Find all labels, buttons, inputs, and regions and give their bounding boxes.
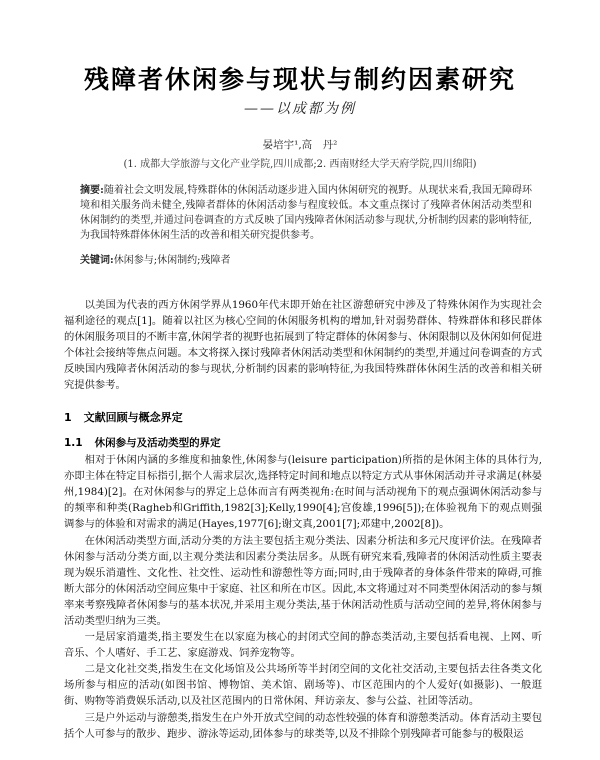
paper-title: 残障者休闲参与现状与制约因素研究 [83, 65, 516, 94]
keywords-text: 休闲参与;休闲制约;残障者 [113, 255, 231, 266]
body-paragraph: 二是文化社交类,指发生在文化场馆及公共场所等半封闭空间的文化社交活动,主要包括去往各类文化场所参与相应的活动(如图书馆、博物馆、美术馆、剧场等)、市区范围内的个人爱好(如摄影)、一般逛街、购物等消费娱乐活动,以及社区范围内的日常休闲、拜访亲友、参与公益、社团等活动。 [64, 663, 542, 707]
subsection-heading-1-1 [64, 435, 221, 450]
section-number: 1 [64, 411, 72, 424]
abstract [80, 183, 532, 243]
affiliation-line: (1. 成都大学旅游与文化产业学院,四川成都;2. 西南财经大学天府学院,四川绵阳) [123, 159, 477, 170]
section-title: 文献回顾与概念界定 [83, 411, 183, 424]
intro-paragraph: 以美国为代表的西方休闲学界从1960年代末即开始在社区游憩研究中涉及了特殊休闲作为实现社会福利途径的观点[1]。随着以社区为核心空间的休闲服务机构的增加,针对弱势群体、特殊群体和移民群体的休闲服务项目的不断丰富,休闲学者的视野也拓展到了特定群体的休闲参与、休闲限制以及休闲如何促进个体社会接纳等焦点问题。本文将探入探讨残障者休闲活动类型和休闲制约的类型,并通过问卷调查的方式反映国内残障者休闲活动的参与现状,分析制约因素的影响特征,为我国特殊群体休闲生活的改善和相关研究提供参考。 [64, 299, 542, 391]
body-paragraph: 相对于休闲内涵的多维度和抽象性,休闲参与(leisure participation)所指的是休闲主体的具体行为,亦即主体在特定目标指引,据个人需求层次,选择特定时间和地点以特定方式从事休闲活动并寻求满足(林晏州,1984)[2]。在对休闲参与的界定上总体而言有两类视角:在时间与活动视角下的观点强调休闲活动参与的频率和种类(Ragheb和Griffith,1982[3];Kelly,1990[4];宫俊雄,1996[5]);在体验视角下的观点则强调参与的体验和对需求的满足(Hayes,1977[6];谢文真,2001[7];邓建中,2002[8])。 [64, 454, 542, 530]
keywords-label: 关键词: [80, 255, 114, 266]
author-line: 晏培宇¹,高 丹² [262, 139, 338, 151]
subsection-title: 休闲参与及活动类型的界定 [94, 437, 221, 449]
body-paragraph: 一是居家消遣类,指主要发生在以家庭为核心的封闭式空间的静态类活动,主要包括看电视、上网、听音乐、个人嗜好、手工艺、家庭游戏、饲养宠物等。 [64, 631, 542, 659]
abstract-text: 随着社会文明发展,特殊群体的休闲活动逐步进入国内休闲研究的视野。从现状来看,我国无障碍环境和相关服务尚未健全,残障者群体的休闲活动参与程度较低。本文重点探讨了残障者休闲活动类型和休闲制约的类型,并通过问卷调查的方式反映了国内残障者休闲活动参与现状,分析制约因素的影响特征,为我国特殊群体休闲生活的改善和相关研究提供参考。 [80, 185, 532, 241]
paper-subtitle: ——以成都为例 [244, 101, 356, 117]
subsection-number: 1.1 [64, 437, 83, 449]
body-paragraph: 在休闲活动类型方面,活动分类的方法主要包括主观分类法、因素分析法和多元尺度评价法。在残障者休闲参与活动分类方面,以主观分类法和因素分类法居多。从既有研究来看,残障者的休闲活动性质主要表现为娱乐消遣性、文化性、社交性、运动性和游憩性等方面;同时,由于残障者的身体条件带来的障碍,可推断大部分的休闲活动空间应集中于家庭、社区和所在市区。因此,本文将通过对不同类型休闲活动的参与频率来考察残障者休闲参与的基本状况,并采用主观分类法,基于休闲活动性质与活动空间的差异,将休闲参与活动类型归纳为三类。 [64, 535, 542, 627]
section-heading-1 [64, 409, 183, 425]
abstract-label: 摘要: [80, 185, 104, 196]
keywords [80, 253, 532, 268]
body-paragraph: 三是户外运动与游憩类,指发生在户外开放式空间的动态性较强的体育和游憩类活动。体育活动主要包括个人可参与的散步、跑步、游泳等运动,团体参与的球类等,以及不排除个别残障者可能参与的极限运 [64, 712, 542, 740]
